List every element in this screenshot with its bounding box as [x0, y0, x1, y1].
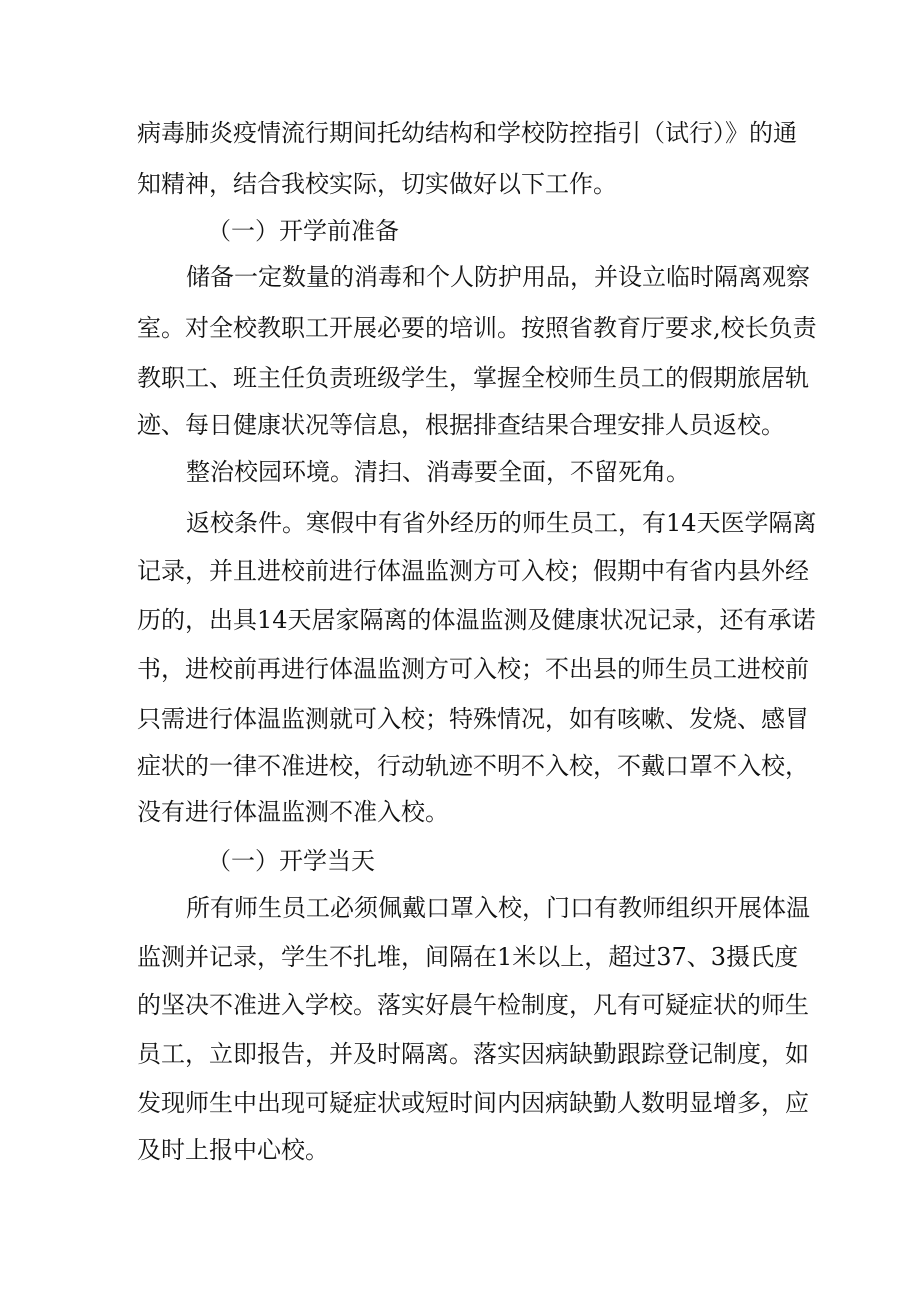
intro-line-2: 知精神，结合我校实际，切实做好以下工作。	[137, 170, 617, 198]
paragraph-line: 整治校园环境。清扫、消毒要全面，不留死角。	[186, 458, 690, 486]
paragraph-line: 室。对全校教职工开展必要的培训。按照省教育厅要求,校长负责	[137, 314, 817, 342]
paragraph-line: 发现师生中出现可疑症状或短时间内因病缺勤人数明显增多，应	[137, 1089, 809, 1117]
paragraph-line: 及时上报中心校。	[137, 1136, 329, 1164]
paragraph-line: 返校条件。寒假中有省外经历的师生员工，有14天医学隔离	[186, 509, 817, 537]
paragraph-line: 只需进行体温监测就可入校；特殊情况，如有咳嗽、发烧、感冒	[137, 705, 809, 733]
paragraph-line: 迹、每日健康状况等信息，根据排查结果合理安排人员返校。	[137, 411, 785, 439]
paragraph-line: 没有进行体温监测不准入校。	[137, 798, 449, 826]
section-heading-opening-day: （一）开学当天	[207, 847, 375, 875]
intro-line-1: 病毒肺炎疫情流行期间托幼结构和学校防控指引（试行）》的通	[137, 119, 797, 147]
paragraph-line: 教职工、班主任负责班级学生，掌握全校师生员工的假期旅居轨	[137, 364, 809, 392]
paragraph-line: 书，进校前再进行体温监测方可入校；不出县的师生员工进校前	[137, 655, 809, 683]
section-heading-before-school: （一）开学前准备	[207, 217, 399, 245]
paragraph-line: 员工，立即报告，并及时隔离。落实因病缺勤跟踪登记制度，如	[137, 1040, 809, 1068]
paragraph-line: 症状的一律不准进校，行动轨迹不明不入校，不戴口罩不入校，	[137, 752, 809, 780]
paragraph-line: 所有师生员工必须佩戴口罩入校，门口有教师组织开展体温	[186, 894, 810, 922]
paragraph-line: 的坚决不准进入学校。落实好晨午检制度，凡有可疑症状的师生	[137, 991, 809, 1019]
paragraph-line: 储备一定数量的消毒和个人防护用品，并设立临时隔离观察	[186, 263, 810, 291]
paragraph-line: 监测并记录，学生不扎堆，间隔在1米以上，超过37、3摄氏度	[137, 943, 799, 971]
paragraph-line: 记录，并且进校前进行体温监测方可入校；假期中有省内县外经	[137, 557, 809, 585]
paragraph-line: 历的，出具14天居家隔离的体温监测及健康状况记录，还有承诺	[137, 606, 816, 634]
